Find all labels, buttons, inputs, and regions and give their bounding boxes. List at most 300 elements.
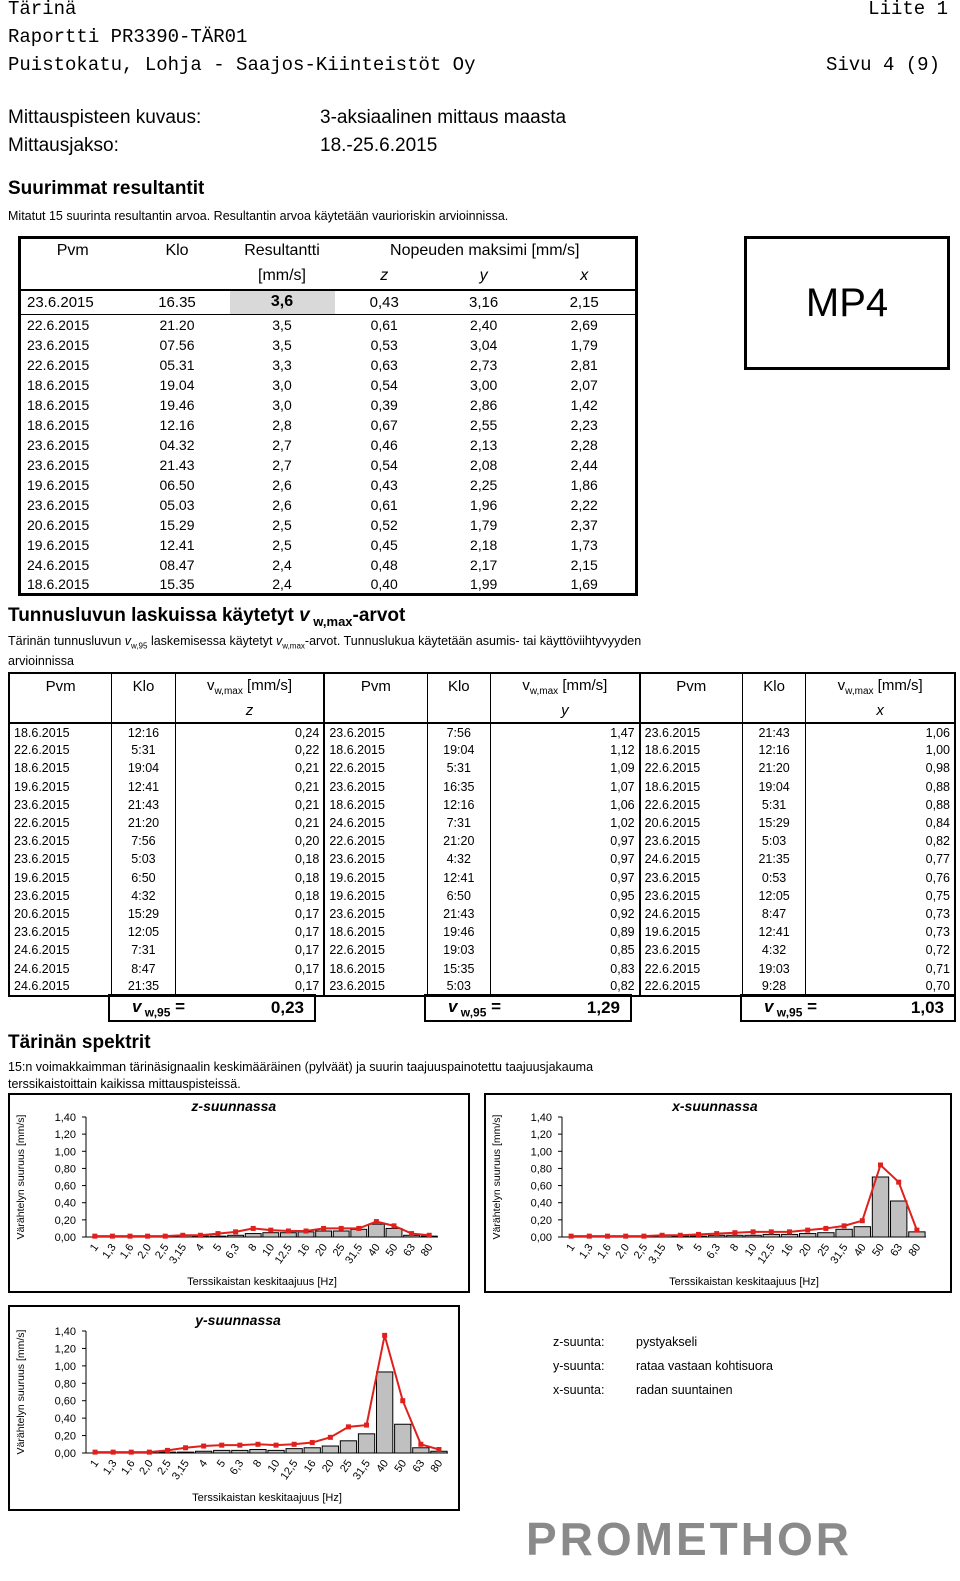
table-cell: 21:35 [112, 978, 176, 996]
line-point [165, 1448, 170, 1453]
col-resultant: Resultantti [244, 242, 320, 260]
table-cell: 2,69 [570, 316, 598, 333]
col-z: z [380, 267, 389, 284]
bar [854, 1227, 870, 1237]
table-cell: 22.6.2015 [640, 796, 743, 814]
table-row [9, 759, 955, 777]
table-row [9, 796, 955, 814]
y-tick-label: 0,80 [54, 1378, 76, 1391]
table-cell: 23.6.2015 [27, 456, 90, 473]
table-cell: 12:16 [742, 741, 806, 759]
x-tick-label: 16 [779, 1241, 796, 1259]
line-point [180, 1233, 185, 1238]
table-row [20, 315, 637, 335]
line-point [198, 1233, 203, 1238]
table-cell: 15:35 [427, 959, 491, 977]
table-cell: 5:03 [427, 978, 491, 996]
line-point [129, 1450, 134, 1455]
x-tick-label: 8 [251, 1457, 265, 1470]
line-point [233, 1229, 238, 1234]
table-cell: 2,5 [272, 516, 292, 533]
table-cell: 22.6.2015 [9, 741, 112, 759]
y-tick-label: 1,40 [530, 1112, 552, 1124]
line-point [769, 1229, 774, 1234]
section-vwmax-intro-cont: arvioinnissa [8, 654, 75, 668]
line-point [219, 1443, 224, 1448]
bar [891, 1201, 907, 1237]
x-tick-label: 1,6 [595, 1241, 614, 1262]
table-cell: 0,71 [806, 959, 955, 977]
table-cell: 0,98 [806, 759, 955, 777]
section-max-resultants-intro: Mitatut 15 suurinta resultantin arvoa. Resultantin arvoa käytetään vaurioriskin arvioinnissa. [8, 209, 509, 223]
table-cell: 3,5 [272, 336, 292, 353]
measurement-point-label: MP4 [744, 236, 950, 370]
table-row [20, 290, 637, 315]
table-cell: 2,44 [570, 456, 598, 473]
table-cell: 0,22 [175, 741, 324, 759]
bar [340, 1441, 356, 1453]
table-row [20, 395, 637, 415]
table-cell: 6:50 [427, 887, 491, 905]
table-cell: 2,6 [272, 476, 292, 493]
line-point [304, 1229, 309, 1234]
table-cell: 7:56 [427, 723, 491, 741]
bar [818, 1233, 834, 1237]
table-row [20, 495, 637, 515]
table-cell: 2,4 [272, 575, 292, 592]
table-row [9, 778, 955, 796]
line-point [641, 1234, 646, 1239]
legend-y-value: rataa vastaan kohtisuora [636, 1359, 773, 1373]
table-cell: 22.6.2015 [324, 941, 427, 959]
chart-title: z-suunnassa [191, 1098, 277, 1114]
chart-title: y-suunnassa [195, 1312, 281, 1328]
desc-value: 3-aksiaalinen mittaus maasta [320, 107, 567, 128]
table-cell: 15.35 [159, 575, 195, 592]
y-axis-label: Värähtelyn suuruus [mm/s] [491, 1114, 503, 1240]
x-tick-label: 1 [88, 1457, 102, 1470]
table-cell: 15:29 [742, 814, 806, 832]
table-cell: 08.47 [159, 556, 195, 573]
section-spectra-intro-cont: terssikaistoittain kaikissa mittauspisteissä. [8, 1077, 241, 1091]
x-tick-label: 2,0 [135, 1241, 155, 1262]
section-vwmax-intro: Tärinän tunnusluvun $v_{w,95}$ laskemisessa käytetyt $v_{w,max}$-arvot. Tunnuslukua käytetään asumis- tai käyttöviihtyvyyden [8, 634, 642, 651]
table-cell: 0,21 [175, 759, 324, 777]
bar [745, 1235, 761, 1237]
x-tick-label: 3,15 [169, 1457, 193, 1483]
table-cell: 19.6.2015 [324, 869, 427, 887]
x-tick-label: 2,5 [153, 1241, 172, 1262]
y-tick-label: 1,40 [54, 1112, 76, 1124]
table-row [20, 475, 637, 495]
table-cell: 18.6.2015 [9, 759, 112, 777]
bar [836, 1229, 852, 1237]
bar [196, 1451, 212, 1453]
line-point [732, 1230, 737, 1235]
bar [386, 1228, 402, 1237]
line-point [268, 1228, 273, 1233]
table-cell: 2,4 [272, 556, 292, 573]
v95-x-box: v $_{w,95}$ = 1,03 [740, 994, 956, 1022]
x-tick-label: 4 [196, 1457, 211, 1470]
table-cell: 0,24 [175, 723, 324, 741]
table-row [9, 869, 955, 887]
report-number: Raportti PR3390-TÄR01 [8, 26, 248, 48]
table-row [9, 923, 955, 941]
col-x: x [580, 267, 589, 284]
table-cell: 24.6.2015 [9, 941, 112, 959]
y-tick-label: 0,20 [54, 1214, 76, 1227]
table-cell: 12.41 [159, 536, 195, 553]
table-cell: 21:20 [112, 814, 176, 832]
table-row [20, 575, 637, 595]
table-cell: 19:04 [427, 741, 491, 759]
table-cell: 2,18 [470, 536, 498, 553]
table-cell: 1,47 [491, 723, 640, 741]
y-tick-label: 0,00 [530, 1232, 552, 1244]
table-cell: 5:31 [112, 741, 176, 759]
table-cell: 06.50 [159, 476, 195, 493]
y-tick-label: 0,40 [54, 1197, 76, 1210]
chart-z [10, 1095, 468, 1291]
table-cell: 18.6.2015 [324, 741, 427, 759]
table-cell: 12:05 [742, 887, 806, 905]
table-cell: 7:31 [112, 941, 176, 959]
table-cell: 19.6.2015 [9, 869, 112, 887]
table-cell: 1,42 [570, 396, 598, 413]
max-resultants-table [18, 236, 638, 596]
table-cell: 21.43 [159, 456, 195, 473]
v95-z-box: v $_{w,95}$ = 0,23 [108, 994, 316, 1022]
bar [210, 1236, 226, 1237]
table-cell: 0,54 [370, 376, 398, 393]
table-cell: 15:29 [112, 905, 176, 923]
x-tick-label: 1 [87, 1241, 102, 1254]
table-cell: 3,0 [272, 376, 292, 393]
table-cell: 0,88 [806, 796, 955, 814]
table-cell: 23.6.2015 [324, 905, 427, 923]
table-cell: 0,85 [491, 941, 640, 959]
legend-y-label: y-suunta: [553, 1359, 605, 1373]
table-cell: 23.6.2015 [9, 832, 112, 850]
section-spectra-title: Tärinän spektrit [8, 1032, 151, 1053]
max-line [571, 1165, 917, 1236]
table-cell: 20.6.2015 [640, 814, 743, 832]
table-cell: 1,96 [470, 496, 498, 513]
table-cell: 5:31 [742, 796, 806, 814]
table-cell: 3,3 [272, 356, 292, 373]
table-cell: 0,21 [175, 778, 324, 796]
y-tick-label: 0,20 [530, 1214, 552, 1227]
x-tick-label: 6,3 [227, 1457, 247, 1478]
table-row [9, 959, 955, 977]
bar [322, 1446, 338, 1453]
company-logo: PROMETHOR [526, 1513, 852, 1565]
line-point [714, 1231, 719, 1236]
y-tick-label: 0,80 [54, 1163, 76, 1176]
table-cell: 2,40 [470, 316, 498, 333]
table-row [9, 723, 955, 741]
x-tick-label: 40 [851, 1241, 869, 1259]
table-row [20, 555, 637, 575]
table-cell: 0,77 [806, 850, 955, 868]
table-cell: 0,61 [370, 316, 398, 333]
table-cell: 18.6.2015 [27, 376, 90, 393]
table-cell: 0,92 [491, 905, 640, 923]
table-cell: 3,16 [469, 293, 499, 311]
line-point [436, 1447, 441, 1452]
x-tick-label: 31,5 [350, 1457, 374, 1483]
x-tick-label: 2,5 [631, 1241, 651, 1262]
col-pvm: Pvm [56, 242, 89, 260]
table-cell: 0,84 [806, 814, 955, 832]
v95-z-value: 0,23 [270, 998, 304, 1017]
y-tick-label: 0,40 [54, 1413, 76, 1426]
table-row [9, 850, 955, 868]
table-cell: 0,97 [491, 850, 640, 868]
table-cell: 21:35 [742, 850, 806, 868]
table-cell: 21:20 [742, 759, 806, 777]
line-point [427, 1233, 432, 1238]
chart-y-box [8, 1305, 460, 1511]
table-cell: 0,39 [370, 396, 398, 413]
table-cell: 0,43 [369, 293, 399, 311]
table-cell: 24.6.2015 [9, 978, 112, 996]
line-point [237, 1443, 242, 1448]
table-row [9, 814, 955, 832]
y-tick-label: 1,40 [54, 1326, 76, 1338]
table-cell: 24.6.2015 [9, 959, 112, 977]
period-value: 18.-25.6.2015 [320, 135, 438, 156]
line-point [339, 1226, 344, 1231]
y-axis-label: Värähtelyn suuruus [mm/s] [15, 1329, 27, 1455]
x-tick-label: 1 [564, 1241, 578, 1254]
line-point [860, 1218, 865, 1223]
line-point [896, 1180, 901, 1185]
table-cell: 21:43 [112, 796, 176, 814]
bar [781, 1234, 797, 1237]
x-tick-label: 2,0 [613, 1241, 633, 1262]
line-point [111, 1450, 116, 1455]
line-point [201, 1444, 206, 1449]
col-velocity-max: Nopeuden maksimi [mm/s] [390, 242, 580, 260]
table-cell: 1,69 [570, 575, 598, 592]
table-cell: 0,75 [806, 887, 955, 905]
col-klo: Klo [165, 242, 189, 260]
bar [872, 1177, 888, 1237]
x-tick-label: 1,6 [117, 1241, 137, 1262]
table-cell: 04.32 [159, 436, 195, 453]
site-address: Puistokatu, Lohja - Saajos-Kiinteistöt Oy [8, 54, 476, 76]
table-cell: 23.6.2015 [9, 887, 112, 905]
col-y: y [479, 267, 488, 284]
table-cell: 23.6.2015 [27, 496, 90, 513]
table-cell: 23.6.2015 [324, 778, 427, 796]
table-cell: 9:28 [742, 978, 806, 996]
table-cell: 23.6.2015 [9, 850, 112, 868]
table-cell: 2,8 [272, 416, 292, 433]
x-tick-label: 63 [401, 1241, 419, 1259]
table-cell: 0,40 [370, 575, 398, 592]
table-cell: 19.04 [159, 376, 195, 393]
table-cell: 22.6.2015 [9, 814, 112, 832]
table-cell: 05.03 [159, 496, 195, 513]
col-unit: [mm/s] [258, 267, 306, 284]
table-cell: 2,07 [570, 376, 598, 393]
table-row [20, 355, 637, 375]
table-cell: 0,82 [806, 832, 955, 850]
table-row [9, 832, 955, 850]
table-cell: 19:04 [742, 778, 806, 796]
x-axis-label: Terssikaistan keskitaajuus [Hz] [187, 1276, 337, 1288]
table-cell: 19.6.2015 [640, 923, 743, 941]
table-cell: 0,17 [175, 941, 324, 959]
y-tick-label: 1,20 [530, 1129, 552, 1142]
legend-z-label: z-suunta: [553, 1335, 605, 1349]
table-cell: 3,04 [470, 336, 498, 353]
bar [763, 1234, 779, 1237]
line-point [93, 1450, 98, 1455]
table-cell: 20.6.2015 [9, 905, 112, 923]
table-cell: 18.6.2015 [324, 923, 427, 941]
table-cell: 7:56 [112, 832, 176, 850]
table-row [9, 941, 955, 959]
line-point [292, 1442, 297, 1447]
table-cell: 2,7 [272, 456, 292, 473]
x-tick-label: 3,15 [167, 1241, 190, 1267]
table-cell: 2,5 [272, 536, 292, 553]
table-row [20, 435, 637, 455]
bar [377, 1372, 393, 1453]
x-tick-label: 6,3 [223, 1241, 243, 1262]
table-row [20, 415, 637, 435]
table-cell: 0,18 [175, 869, 324, 887]
chart-x-box [484, 1093, 952, 1293]
table-cell: 23.6.2015 [324, 723, 427, 741]
table-cell: 23.6.2015 [9, 923, 112, 941]
table-cell: 23.6.2015 [640, 832, 743, 850]
y-tick-label: 0,20 [54, 1430, 76, 1443]
table-cell: 18.6.2015 [27, 575, 90, 592]
table-row [20, 455, 637, 475]
x-tick-label: 50 [392, 1457, 410, 1475]
x-tick-label: 1,3 [577, 1241, 596, 1262]
table-cell: 18.6.2015 [640, 741, 743, 759]
bar [286, 1449, 302, 1453]
table-cell: 22.6.2015 [27, 316, 90, 333]
table-cell: 2,23 [570, 416, 598, 433]
table-cell: 12:41 [427, 869, 491, 887]
y-tick-label: 1,00 [54, 1146, 76, 1159]
table-cell: 0,17 [175, 978, 324, 996]
line-point [696, 1232, 701, 1237]
table-cell: 18.6.2015 [324, 959, 427, 977]
line-point [605, 1234, 610, 1239]
x-tick-label: 5 [691, 1241, 705, 1254]
y-tick-label: 0,40 [530, 1197, 552, 1210]
line-point [751, 1229, 756, 1234]
table-row [20, 335, 637, 355]
y-tick-label: 0,60 [54, 1180, 76, 1193]
x-tick-label: 25 [330, 1241, 348, 1259]
x-tick-label: 40 [366, 1241, 383, 1259]
table-cell: 0,67 [370, 416, 398, 433]
table-row [9, 887, 955, 905]
bar [413, 1448, 429, 1453]
table-cell: 3,00 [470, 376, 498, 393]
legend-x-value: radan suuntainen [636, 1383, 733, 1397]
x-tick-label: 8 [728, 1241, 742, 1254]
table-cell: 0,43 [370, 476, 398, 493]
table-cell: 12:16 [112, 723, 176, 741]
line-point [346, 1424, 351, 1429]
table-cell: 0,20 [175, 832, 324, 850]
table-cell: 4:32 [112, 887, 176, 905]
table-cell: 16:35 [427, 778, 491, 796]
table-cell: 3,0 [272, 396, 292, 413]
line-point [216, 1231, 221, 1236]
table-cell: 1,00 [806, 741, 955, 759]
table-cell: 19.6.2015 [27, 536, 90, 553]
table-cell: 0,48 [370, 556, 398, 573]
line-point [805, 1228, 810, 1233]
x-tick-label: 20 [797, 1241, 815, 1259]
table-cell: 2,55 [470, 416, 498, 433]
table-cell: 23.6.2015 [324, 850, 427, 868]
bar [214, 1450, 230, 1453]
line-point [914, 1228, 919, 1233]
bar [368, 1224, 384, 1237]
table-cell: 12:16 [427, 796, 491, 814]
table-cell: 22.6.2015 [324, 832, 427, 850]
table-cell: 2,15 [570, 556, 598, 573]
x-tick-label: 40 [374, 1457, 392, 1475]
chart-title: x-suunnassa [672, 1098, 758, 1114]
x-tick-label: 1,6 [119, 1457, 138, 1478]
table-cell: 22.6.2015 [27, 356, 90, 373]
table-cell: 18.6.2015 [27, 416, 90, 433]
desc-label: Mittauspisteen kuvaus: [8, 107, 202, 128]
bar [268, 1450, 284, 1453]
x-tick-label: 12,5 [755, 1241, 778, 1267]
line-point [321, 1226, 326, 1231]
table-cell: 24.6.2015 [27, 556, 90, 573]
x-tick-label: 12,5 [278, 1457, 301, 1483]
table-cell: 22.6.2015 [640, 759, 743, 777]
table-cell: 2,13 [470, 436, 498, 453]
table-cell: 7:31 [427, 814, 491, 832]
table-cell: 8:47 [112, 959, 176, 977]
table-cell: 2,86 [470, 396, 498, 413]
x-tick-label: 12,5 [272, 1241, 295, 1267]
table-cell: 0,83 [491, 959, 640, 977]
table-cell: 22.6.2015 [640, 959, 743, 977]
line-point [878, 1163, 883, 1168]
table-cell: 1,86 [570, 476, 598, 493]
table-cell: 23.6.2015 [27, 336, 90, 353]
bar [232, 1450, 248, 1453]
table-cell: 0,17 [175, 905, 324, 923]
table-row [20, 535, 637, 555]
bar [250, 1450, 266, 1453]
bar [333, 1231, 349, 1237]
table-cell: 12:41 [112, 778, 176, 796]
line-point [569, 1234, 574, 1239]
x-tick-label: 10 [742, 1241, 760, 1259]
x-tick-label: 10 [260, 1241, 278, 1259]
table-cell: 1,09 [491, 759, 640, 777]
y-tick-label: 0,60 [54, 1395, 76, 1408]
